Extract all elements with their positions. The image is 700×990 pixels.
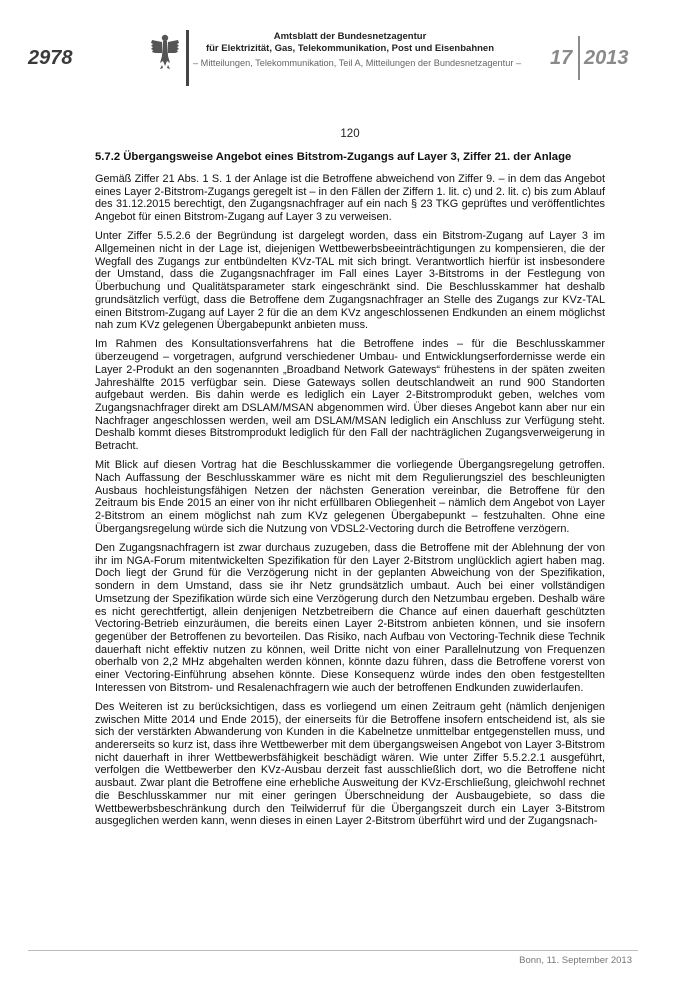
issue-number: 17 xyxy=(550,47,573,69)
header-title-line1: Amtsblatt der Bundesnetzagentur xyxy=(273,31,427,42)
section-heading: 5.7.2 Übergangsweise Angebot eines Bitstrom-Zugangs auf Layer 3, Ziffer 21. der Anlage xyxy=(95,151,572,163)
paragraph: Im Rahmen des Konsultationsverfahrens hat die Betroffene indes – für die Beschlusskammer überzeugend – vorgetragen, aufgrund verschiedener Umbau- und Entwicklungserfordernisse werde ein Layer 2-Produkt an den sogenannten „Broadband Network Gateways“ frühestens in der späten zweiten Jahreshälfte 2015 verfügbar sein. Diese Gateways sollen deutschlandweit an rund 900 Standorten aufgebaut werden. Bis dahin werde es lediglich ein Layer 2-Bitstromprodukt geben, welches vom Zugangsnachfrager direkt am DSLAM/MSAN abgenommen wird. Über dieses Angebot kann aber nur ein Nachfrager angeschlossen werden, weil am DSLAM/MSAN lediglich ein Anschluss zur Verfügung steht. Deshalb kommt dieses Bitstromprodukt lediglich für den Fall der nachträglichen Zugangsverweigerung in Betracht. xyxy=(95,338,605,453)
paragraph: Unter Ziffer 5.5.2.6 der Begründung ist dargelegt worden, dass ein Bitstrom-Zugang auf Layer 3 im Allgemeinen nicht in der Lage ist, diejenigen Wettbewerbsbeeinträchtigungen zu kompensieren, die der Wegfall des Zugangs zur entbündelten KVz-TAL mit sich bringt. Verantwortlich hierfür ist insbesondere der Umstand, dass die Zugangsnachfrager im Fall eines Layer 3-Bitstroms in der Festlegung von Überbuchung und Qualitätsparameter stark eingeschränkt sind. Die Beschlusskammer hat deshalb grundsätzlich verfügt, dass die Betroffene dem Zugangsnachfrager an Stelle des Zugangs zur KVz-TAL einen Bitstrom-Zugang auf Layer 2 für die an dem KVz angeschlossenen Endkunden an einem möglichst nah zum KVz gelegenen Übergabepunkt anbieten muss. xyxy=(95,230,605,332)
footer-divider xyxy=(28,950,638,951)
paragraph: Den Zugangsnachfragern ist zwar durchaus zuzugeben, dass die Betroffene mit der Ablehnung der von ihr im NGA-Forum mitentwickelten Spezifikation für den Layer 2-Bitstrom unglücklich agiert haben mag. Doch liegt der Grund für die Verzögerung nicht in der geplanten Abweichung von der Spezifikation, sondern in dem Umstand, dass sie ihr Netz grundsätzlich umbaut. Auch bei einer vollständigen Umsetzung der Spezifikation würde sich eine Verzögerung durch den Netzumbau ergeben. Deshalb wäre es nicht gerechtfertigt, allein denjenigen Netzbetreibern die Chance auf einen dauerhaft geschützten Vectoring-Betrieb einzuräumen, die bereits einen Layer 2-Bitstrom anbieten können, und sie insofern gegenüber der Betroffenen zu bevorteilen. Das Risiko, nach Aufbau von Vectoring-Technik diese Technik dauerhaft nicht effektiv nutzen zu können, weil Dritte nicht von einer Parallelnutzung von Frequenzen oberhalb von 2,2 MHz abgehalten werden können, könnte dazu führen, dass die Betroffene vorerst von einer Vectoring-Einführung absehen könnte. Diese Konsequenz würde indes den oben festgestellten Interessen von Bitstrom- und Resalenachfragern wie auch der betroffenen Endkunden zuwiderlaufen. xyxy=(95,541,605,694)
document-body xyxy=(95,128,605,834)
paragraph: Mit Blick auf diesen Vortrag hat die Beschlusskammer die vorliegende Übergangsregelung getroffen. Nach Auffassung der Beschlusskammer wäre es nicht mit dem Regulierungsziel des beschleunigten Ausbaus hochleistungsfähigen Netzen der nächsten Generation vereinbar, die Betroffene für den Zeitraum bis Ende 2015 an einer von ihr nicht erfüllbaren Obliegenheit – nämlich dem Angebot von Layer 2-Bitstrom an einem möglichst nah zum KVz gelegenen Übergabepunkt – festzuhalten. Ohne eine Übergangsregelung würde sich die Nutzung von VDSL2-Vectoring durch die Betroffene verzögern. xyxy=(95,459,605,535)
paragraph: Gemäß Ziffer 21 Abs. 1 S. 1 der Anlage ist die Betroffene abweichend von Ziffer 9. – in dem das Angebot eines Layer 2-Bitstrom-Zugangs geregelt ist – in den Fällen der Ziffern 1. lit. c) und 2. lit. c) bis zum Ablauf des 31.12.2015 berechtigt, den Zugangsnachfrager auf ein nach § 23 TKG geprüftes und veröffentlichtes Angebot für einen Bitstrom-Zugang auf Layer 3 zu verweisen. xyxy=(95,173,605,224)
header-title-line2: für Elektrizität, Gas, Telekommunikation, Post und Eisenbahnen xyxy=(205,43,495,54)
paragraph: Des Weiteren ist zu berücksichtigen, dass es vorliegend um einen Zeitraum geht (nämlich denjenigen zwischen Mitte 2014 und Ende 2015), der einerseits für die Betroffene insofern entscheidend ist, als sie sich der verstärkten Abwanderung von Kunden in die Kabelnetze unmittelbar entgegenstellen muss, und andererseits so kurz ist, dass ihre Wettbewerber mit dem übergangsweisen Angebot von Layer 3-Bitstrom nicht dauerhaft in ihrer Wettbewerbsfähigkeit beschädigt wären. Wie unter Ziffer 5.5.2.2.1 ausgeführt, verfolgen die Wettbewerber den KVz-Ausbau derzeit fast ausschließlich dort, wo die Betroffene nicht ausbaut. Zwar plant die Betroffene eine erhebliche Ausweitung der KVz-Erschließung, gleichwohl rechnet die Beschlusskammer nur mit einer geringen Überschneidung der Ausbaugebiete, so dass die Wettbewerbsbeschränkung durch den Teilwiderruf für die Übergangszeit durch ein Layer 3-Bitstrom ausgeglichen werden kann, wenn dieses in einen Layer 2-Bitstrom überführt wird und der Zugangsnach- xyxy=(95,700,605,828)
issue-divider xyxy=(578,36,580,80)
issue-year: 2013 xyxy=(584,47,629,69)
internal-page-number: 120 xyxy=(340,128,360,140)
page-header xyxy=(0,0,700,100)
footer-date: Bonn, 11. September 2013 xyxy=(519,955,632,966)
page-number: 2978 xyxy=(28,47,73,69)
header-subtitle: – Mitteilungen, Telekommunikation, Teil A, Mitteilungen der Bundesnetzagentur – xyxy=(193,58,522,68)
